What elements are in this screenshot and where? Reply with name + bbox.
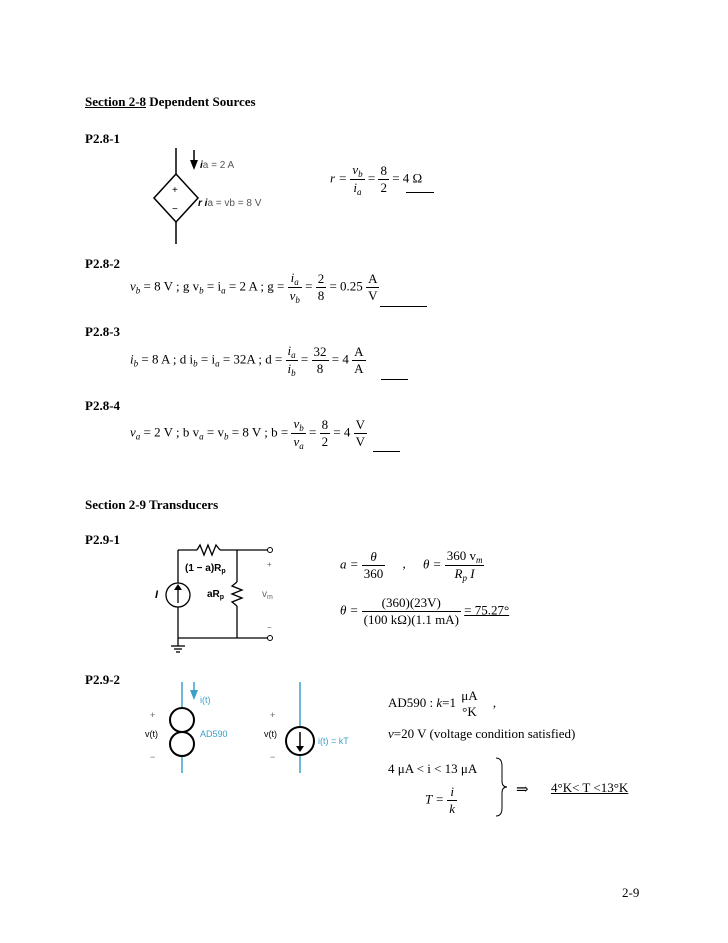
fig2-voltage-label: v(t) [264, 729, 277, 739]
fraction-vb-ia: $\frac{v_b}{i_a}$ [352, 162, 363, 197]
unit-fraction: $\frac{A}{A}$ [354, 344, 364, 376]
p2-9-2-line-2: v=20 V (voltage condition satisfied) [388, 726, 576, 741]
result-underline [380, 306, 427, 307]
temperature-result: 4°K< T <13°K [551, 780, 629, 795]
fig-aRp-label: $aR_p$ [207, 589, 225, 601]
p2-8-1-equation: r = $\frac{v_b}{i_a}$ = $\frac{8}{2}$ = 4 Ω [330, 162, 423, 197]
p2-8-3-equation: $i_b = 8$ A ; d $i_b = i_a = 32A$ ; d = $\frac{i_a}{i_b}$ = $\frac{32}{8}$ = 4 $\frac{A}{A}$ [130, 343, 364, 378]
fig-I-label: I [155, 589, 159, 601]
svg-text:−: − [270, 752, 276, 762]
plus-sign: + [172, 185, 178, 196]
fig1-current-label: i(t) [200, 695, 211, 705]
fraction-8-2: $\frac{8}{2}$ [380, 163, 387, 195]
fig-top-resistor-label: $(1 - a)R_p$ [185, 563, 226, 575]
section-title: Dependent Sources [146, 94, 256, 109]
fig-vm-label: $v_m$ [262, 589, 273, 601]
terminal-bottom-icon [268, 636, 273, 641]
p2-9-1-equation-2: θ = $\frac{(360)(23V)}{(100 k\Omega)(1.1 mA)}$ = 75.27° [340, 595, 510, 627]
ad590-circle-top-icon [170, 708, 194, 732]
svg-text:−: − [150, 752, 156, 762]
fig1-device-label: AD590 [200, 729, 228, 739]
fraction-i-k: $\frac{i}{k}$ [449, 784, 456, 816]
svg-text:+: + [270, 710, 276, 720]
svg-text:+: + [150, 710, 156, 720]
problem-label-p2-8-4: P2.8-4 [85, 398, 121, 413]
fraction-result: $\frac{(360)(23V)}{(100 k\Omega)(1.1 mA)}$ [363, 595, 459, 627]
resistor-bottom-icon [232, 582, 242, 606]
unit-fraction: $\frac{V}{V}$ [355, 417, 366, 449]
problem-label-p2-8-2: P2.8-2 [85, 256, 121, 271]
terminal-top-icon [268, 548, 273, 553]
svg-text:−: − [267, 623, 272, 632]
result-underline [373, 451, 400, 452]
dependent-source-figure [140, 148, 300, 246]
eq-lhs: r = [330, 170, 348, 186]
ad590-circle-bottom-icon [170, 732, 194, 756]
problem-label-p2-8-1: P2.8-1 [85, 131, 121, 146]
section-2-9-heading: Section 2-9 Transducers [85, 497, 219, 512]
p2-8-2-equation: $v_b = 8$ V ; g $v_b = i_a = 2$ A ; g = $\frac{i_a}{v_b}$ = $\frac{2}{8}$ = 0.25 $\frac{A}{V}$ [130, 270, 378, 305]
section-2-8-heading [85, 94, 256, 110]
p2-9-2-line-3: 4 μA < i < 13 μA [388, 761, 478, 776]
resistor-top-icon [197, 545, 220, 555]
fig1-voltage-label: v(t) [145, 729, 158, 739]
eq-result: = 4 [333, 424, 351, 440]
svg-text:+: + [267, 560, 272, 569]
section-number: Section 2-8 [85, 94, 147, 109]
p2-9-2-line-1: AD590 : k=1 μA °K , [388, 688, 497, 719]
ad590-figure [140, 680, 350, 775]
fraction-8-2: $\frac{8}{2}$ [321, 417, 329, 449]
fraction-32-8: $\frac{32}{8}$ [313, 344, 327, 376]
problem-label-p2-9-1: P2.9-1 [85, 532, 121, 547]
page-number: 2-9 [622, 885, 640, 900]
eq-result: = 4 [331, 351, 349, 367]
potentiometer-circuit-figure [145, 540, 295, 655]
fraction-ia-vb: $\frac{i_a}{v_b}$ [289, 270, 300, 305]
p2-8-4-equation: $v_a = 2$ V ; b $v_a = v_b = 8$ V ; b = $\frac{v_b}{v_a}$ = $\frac{8}{2}$ = 4 $\frac{V}{V}$ [130, 416, 366, 451]
right-brace-icon [494, 756, 508, 818]
fig-ia-label: ia = 2 A [200, 160, 235, 171]
p2-9-2-line-4: T = $\frac{i}{k}$ [425, 784, 456, 816]
fraction-theta-360: $\frac{\theta}{360}$ [363, 549, 384, 581]
p2-9-1-equation-1: a = $\frac{\theta}{360}$ , θ = $\frac{360 v_m}{R_p I}$ [340, 548, 483, 583]
fraction-360vm-RpI: $\frac{360 v_m}{R_p I}$ [446, 548, 483, 583]
problem-label-p2-8-3: P2.8-3 [85, 324, 121, 339]
implies-arrow: ⇒ [516, 782, 529, 798]
eq-result: = 4 Ω [392, 170, 423, 186]
fraction-uA-K: μA °K [461, 688, 478, 719]
unit-fraction: $\frac{A}{V}$ [368, 271, 378, 303]
result-underline [406, 192, 434, 193]
eq-result: = 0.25 [329, 278, 363, 294]
minus-sign: − [172, 204, 178, 215]
problem-label-p2-9-2: P2.9-2 [85, 672, 121, 687]
fraction-vb-va: $\frac{v_b}{v_a}$ [293, 416, 304, 451]
fraction-2-8: $\frac{2}{8}$ [317, 271, 325, 303]
fig-r-label: r ia = vb = 8 V [198, 198, 262, 209]
fraction-ia-ib: $\frac{i_a}{i_b}$ [287, 343, 296, 378]
fig2-current-label: i(t) = kT [318, 736, 349, 746]
result-underline [381, 379, 408, 380]
eq-result: = 75.27° [464, 602, 510, 618]
